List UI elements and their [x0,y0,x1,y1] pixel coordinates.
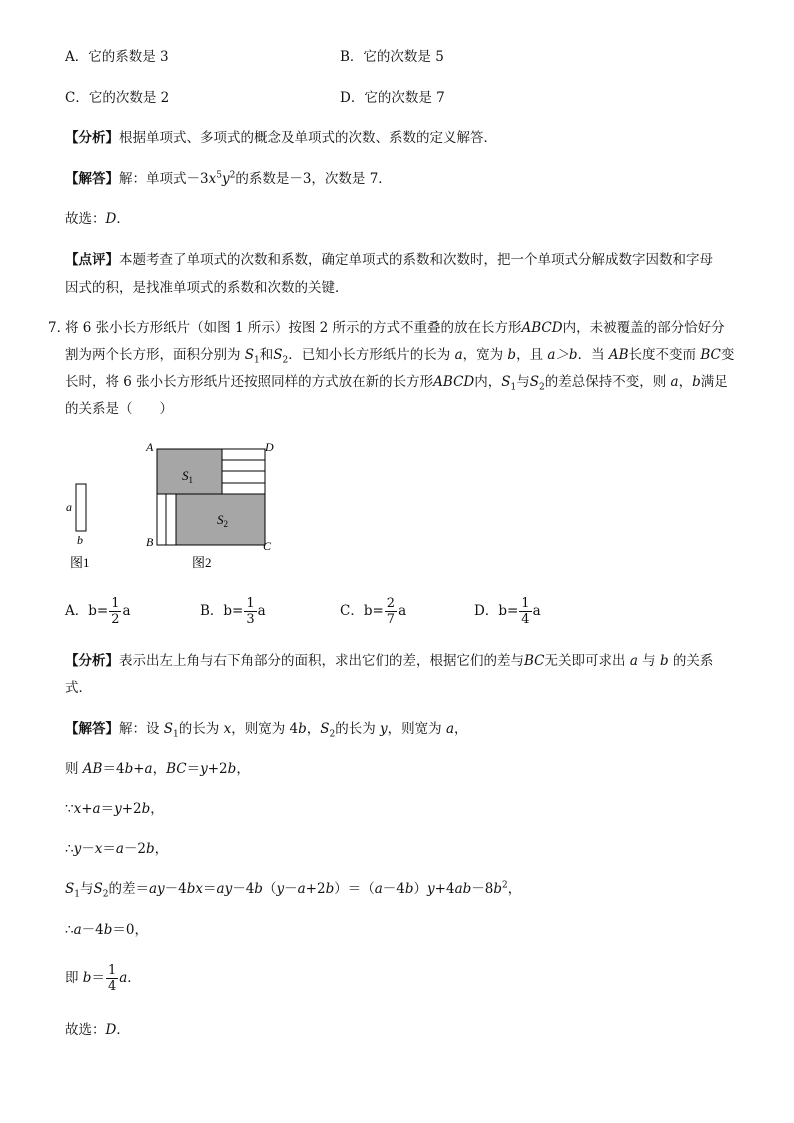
fig2-vertex-c: C [263,539,272,553]
question-figures [60,436,280,576]
fig2-s1-region [157,449,222,494]
question-line4: 的关系是（ ） [65,401,173,417]
analysis-line1: 【分析】表示出左上角与右下角部分的面积，求出它们的差，根据它们的差与BC无关即可求出 a 与 b 的关系 [65,653,714,669]
fig2-strip [222,460,265,471]
prev-option-a: A．它的系数是 3 [65,49,169,65]
question-line3: 长时，将 6 张小长方形纸片还按照同样的方式放在新的长方形ABCD内，$S_1$与$S_2$的差总保持不变，则 a，b满足 [65,374,728,393]
prev-option-d: D．它的次数是 7 [340,90,445,106]
solution-line7: 即 b＝ $\frac{1}{4}$ a． [65,963,141,994]
fig2-label-s1: $S_1$ [182,468,193,485]
prev-option-b: B．它的次数是 5 [340,49,444,65]
fig2-strip [222,483,265,494]
fig1-label-b: b [77,533,83,547]
question-number: 7． [48,320,71,336]
prev-option-c: C．它的次数是 2 [65,90,170,106]
analysis-line2: 式． [65,680,92,696]
solution-choice: 故选：D． [65,1022,130,1038]
fig1-label-a: a [66,500,72,514]
prev-choice: 故选：D． [65,211,130,227]
fig2-strip [157,494,166,545]
solution-line3: ∵x+a＝y+2b， [65,801,164,817]
option-b: B．b= $\frac{1}{3}$ a [200,596,266,627]
option-d: D．b= $\frac{1}{4}$ a [474,596,541,627]
fig1-caption: 图1 [70,555,90,570]
fig2-strip [166,494,176,545]
fig2-strip [222,471,265,483]
prev-analysis: 【分析】根据单项式、多项式的概念及单项式的次数、系数的定义解答． [65,130,497,146]
fig2-strip [222,449,265,460]
option-a: A．b= $\frac{1}{2}$ a [65,596,131,627]
solution-line5: $S_1$与$S_2$的差$=ay-4bx=ay-4b(y-a+2b)=(a-4b)y+4ab-8b^2$， [65,880,522,900]
prev-solution: 【解答】解：单项式$-3x^5y^2$的系数是－3，次数是 7． [65,170,392,187]
prev-comment-line2: 因式的积，是找准单项式的系数和次数的关键． [65,280,349,296]
fig2-caption: 图2 [192,555,212,570]
question-line2: 割为两个长方形，面积分别为 $S_1$和$S_2$．已知小长方形纸片的长为 a，宽为 b，且 a＞b．当 AB长度不变而 BC变 [65,347,735,366]
question-line1: 将 6 张小长方形纸片（如图 1 所示）按图 2 所示的方式不重叠的放在长方形ABCD内，未被覆盖的部分恰好分 [65,320,725,336]
prev-comment-line1: 【点评】本题考查了单项式的次数和系数，确定单项式的系数和次数时，把一个单项式分解成数字因数和字母 [65,252,713,268]
option-c: C．b= $\frac{2}{7}$ a [340,596,407,627]
solution-line1: 【解答】解：设 $S_1$的长为 x，则宽为 4b，$S_2$的长为 y，则宽为 a， [65,721,468,740]
solution-line4: ∴y－x＝a－2b， [65,841,169,857]
fig2-vertex-a: A [146,440,154,454]
fig1-small-rectangle [76,484,86,531]
solution-line6: ∴a－4b＝0， [65,922,148,938]
fig2-label-s2: $S_2$ [217,512,228,529]
fig2-vertex-b: B [146,535,154,549]
fig2-vertex-d: D [265,440,274,454]
solution-line2: 则 AB＝4b+a，BC＝y+2b， [65,761,250,777]
